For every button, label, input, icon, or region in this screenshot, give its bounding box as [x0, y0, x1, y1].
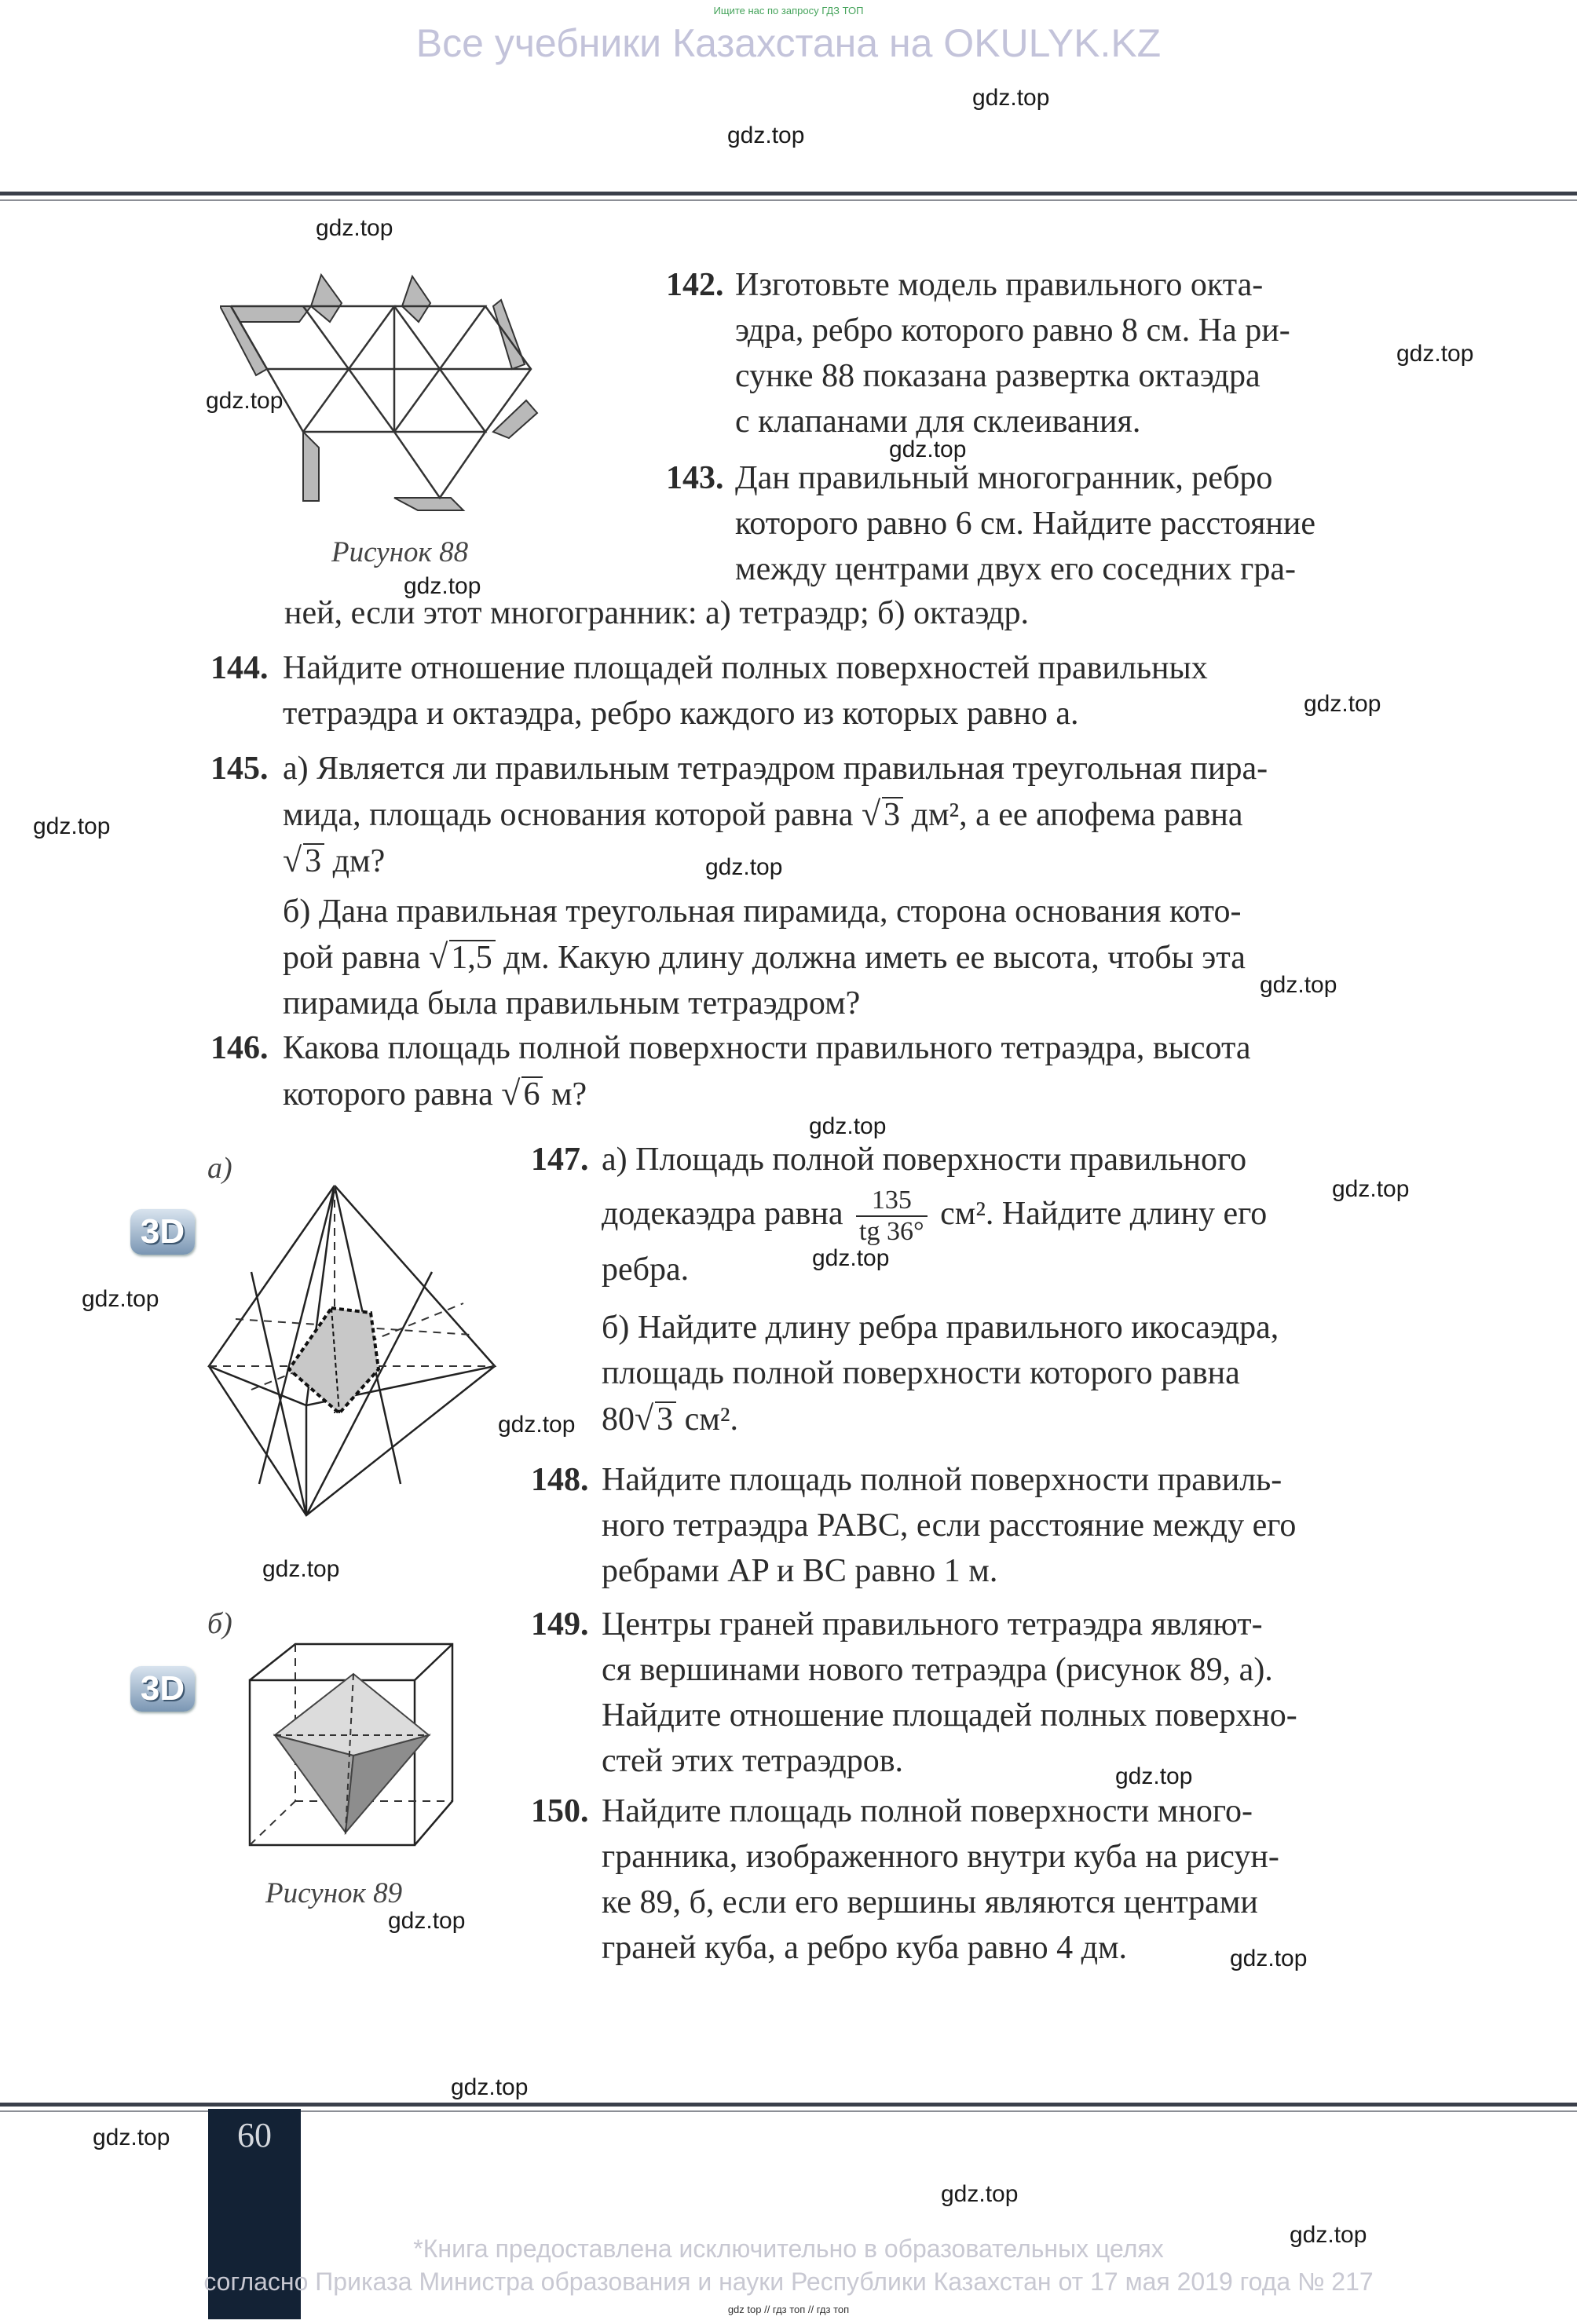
- text-fragment: рой равна: [283, 940, 421, 976]
- footer-rule: [0, 2103, 1577, 2107]
- text-line: которого равно 6 см. Найдите расстояние: [735, 506, 1315, 542]
- problem-147-text: [602, 1137, 1368, 1442]
- problem-143-text: [735, 455, 1368, 592]
- figure-89-caption: Рисунок 89: [265, 1877, 403, 1909]
- problem-143-last-line: ней, если этот многогранник: а) тетраэдр; б) октаэдр.: [284, 595, 1030, 631]
- footer-note-line2: согласно Приказа Министра образования и науки Республики Казахстан от 17 мая 2019 года № 217: [203, 2267, 1374, 2296]
- watermark: gdz.top: [451, 2074, 529, 2100]
- watermark: gdz.top: [404, 573, 481, 599]
- text-fragment: 80: [602, 1401, 635, 1438]
- problem-142-number: 142.: [666, 267, 724, 303]
- watermark: gdz.top: [93, 2125, 170, 2150]
- watermark: gdz.top: [206, 388, 284, 414]
- watermark: gdz.top: [388, 1908, 466, 1934]
- fraction-denominator: tg 36°: [859, 1217, 924, 1247]
- cube-octahedron-figure: [243, 1633, 463, 1869]
- radicand: 1,5: [449, 940, 496, 974]
- 3d-badge-icon[interactable]: 3D: [130, 1209, 195, 1255]
- text-line: [602, 1182, 1368, 1247]
- sqrt-sign: √: [501, 1074, 521, 1113]
- text-line: ке 89, б, если его вершины являются центрами: [602, 1884, 1258, 1920]
- text-line: ребра.: [602, 1252, 690, 1288]
- radicand: 3: [303, 843, 324, 878]
- site-banner: Все учебники Казахстана на OKULYK.KZ: [415, 21, 1162, 65]
- fraction: [856, 1186, 928, 1247]
- text-line: гранника, изображенного внутри куба на рисун-: [602, 1839, 1279, 1875]
- text-line: стей этих тетраэдров.: [602, 1743, 904, 1779]
- text-fragment: додекаэдра равна: [602, 1196, 843, 1232]
- watermark: gdz.top: [1396, 341, 1474, 367]
- text-fragment: см².: [684, 1401, 738, 1438]
- text-line: Найдите площадь полной поверхности много-: [602, 1793, 1253, 1829]
- tetrahedron-figure: [204, 1178, 503, 1523]
- text-line: ся вершинами нового тетраэдра (рисунок 89, а).: [602, 1652, 1273, 1688]
- problem-148-text: [602, 1457, 1368, 1594]
- figure-label-a: а): [207, 1152, 232, 1185]
- flap: [493, 300, 525, 369]
- text-line: [602, 1396, 1368, 1442]
- text-line: [283, 1071, 1368, 1117]
- figure-label-b: б): [207, 1607, 232, 1640]
- watermark: gdz.top: [1230, 1946, 1308, 1971]
- text-line: Найдите отношение площадей полных поверхно-: [602, 1697, 1297, 1734]
- problem-148-number: 148.: [531, 1462, 589, 1498]
- watermark: gdz.top: [1115, 1763, 1193, 1789]
- footer-tiny-line: gdz top // гдз топ // гдз топ: [727, 2304, 850, 2315]
- text-line: Дан правильный многогранник, ребро: [735, 460, 1273, 496]
- watermark: gdz.top: [941, 2181, 1019, 2207]
- radicand: 3: [882, 797, 903, 831]
- text-line: Центры граней правильного тетраэдра являют-: [602, 1606, 1263, 1643]
- problem-147-number: 147.: [531, 1142, 589, 1178]
- problem-150-number: 150.: [531, 1793, 589, 1829]
- problem-150-text: [602, 1789, 1368, 1971]
- problem-144-text: [283, 645, 1368, 736]
- page-number: 60: [237, 2116, 272, 2154]
- watermark: gdz.top: [498, 1412, 576, 1438]
- text-line: б) Дана правильная треугольная пирамида, сторона основания кото-: [283, 893, 1242, 930]
- watermark: gdz.top: [316, 215, 393, 241]
- problem-142-text: [735, 262, 1368, 444]
- text-line: ного тетраэдра PABC, если расстояние между его: [602, 1507, 1297, 1544]
- text-fragment: см². Найдите длину его: [940, 1196, 1268, 1232]
- header-rule: [0, 192, 1577, 195]
- flap: [394, 498, 463, 510]
- text-fragment: дм², а ее апофема равна: [911, 797, 1243, 833]
- text-line: сунке 88 показана развертка октаэдра: [735, 358, 1261, 394]
- watermark: gdz.top: [812, 1245, 890, 1271]
- problem-149-number: 149.: [531, 1606, 589, 1643]
- top-note: Ищите нас по запросу ГДЗ ТОП: [713, 5, 864, 16]
- text-fragment: которого равна: [283, 1076, 493, 1113]
- text-fragment: дм. Какую длину должна иметь ее высота, чтобы эта: [503, 940, 1246, 976]
- watermark: gdz.top: [727, 122, 805, 148]
- radicand: 3: [655, 1401, 676, 1436]
- text-line: между центрами двух его соседних гра-: [735, 551, 1296, 587]
- flap: [402, 276, 430, 322]
- text-line: а) Является ли правильным тетраэдром правильная треугольная пира-: [283, 751, 1268, 787]
- watermark: gdz.top: [809, 1113, 887, 1139]
- problem-145-text: [283, 746, 1368, 1026]
- text-line: а) Площадь полной поверхности правильного: [602, 1142, 1247, 1178]
- text-line: Изготовьте модель правильного окта-: [735, 267, 1264, 303]
- flap: [231, 306, 311, 322]
- text-line: с клапанами для склеивания.: [735, 404, 1141, 440]
- problem-143-number: 143.: [666, 460, 724, 496]
- sqrt-sign: √: [861, 795, 881, 833]
- text-line: пирамида была правильным тетраэдром?: [283, 985, 861, 1021]
- flap: [303, 432, 319, 501]
- fraction-numerator: 135: [856, 1186, 928, 1217]
- watermark: gdz.top: [889, 437, 967, 462]
- watermark: gdz.top: [1332, 1176, 1410, 1202]
- problem-146-number: 146.: [210, 1030, 269, 1066]
- text-line: Найдите отношение площадей полных поверхностей правильных: [283, 650, 1208, 686]
- problem-149-text: [602, 1602, 1368, 1784]
- watermark: gdz.top: [1290, 2222, 1367, 2248]
- watermark: gdz.top: [1260, 972, 1337, 998]
- problem-144-number: 144.: [210, 650, 269, 686]
- watermark: gdz.top: [1304, 691, 1381, 717]
- text-line: [283, 838, 1368, 884]
- 3d-badge-icon[interactable]: 3D: [130, 1666, 195, 1712]
- sqrt-sign: √: [429, 937, 448, 976]
- flap: [311, 275, 342, 322]
- sqrt-sign: √: [283, 841, 302, 879]
- text-line: граней куба, а ребро куба равно 4 дм.: [602, 1930, 1128, 1966]
- text-line: [283, 791, 1368, 838]
- header-rule-thin: [0, 199, 1577, 201]
- text-fragment: дм?: [332, 843, 386, 879]
- text-line: ребрами AP и BC равно 1 м.: [602, 1553, 998, 1589]
- watermark: gdz.top: [33, 813, 111, 839]
- text-line: б) Найдите длину ребра правильного икосаэдра,: [602, 1310, 1279, 1347]
- figure-88-caption: Рисунок 88: [331, 536, 469, 568]
- watermark: gdz.top: [972, 85, 1050, 111]
- radicand: 6: [521, 1076, 543, 1111]
- text-fragment: м?: [551, 1076, 587, 1113]
- problem-145-number: 145.: [210, 751, 269, 787]
- text-line: тетраэдра и октаэдра, ребро каждого из которых равно a.: [283, 696, 1079, 732]
- flap: [493, 400, 537, 438]
- sqrt-sign: √: [635, 1399, 654, 1438]
- watermark: gdz.top: [262, 1556, 340, 1582]
- text-fragment: мида, площадь основания которой равна: [283, 797, 854, 833]
- text-line: Найдите площадь полной поверхности правиль-: [602, 1462, 1282, 1498]
- problem-146-text: [283, 1025, 1368, 1117]
- text-line: эдра, ребро которого равно 8 см. На ри-: [735, 312, 1290, 349]
- watermark: gdz.top: [82, 1286, 159, 1312]
- text-line: площадь полной поверхности которого равна: [602, 1355, 1240, 1392]
- text-line: Какова площадь полной поверхности правильного тетраэдра, высота: [283, 1030, 1251, 1066]
- text-line: [283, 934, 1368, 981]
- watermark: gdz.top: [705, 854, 783, 880]
- footer-note-line1: *Книга предоставлена исключительно в образовательных целях: [413, 2234, 1164, 2263]
